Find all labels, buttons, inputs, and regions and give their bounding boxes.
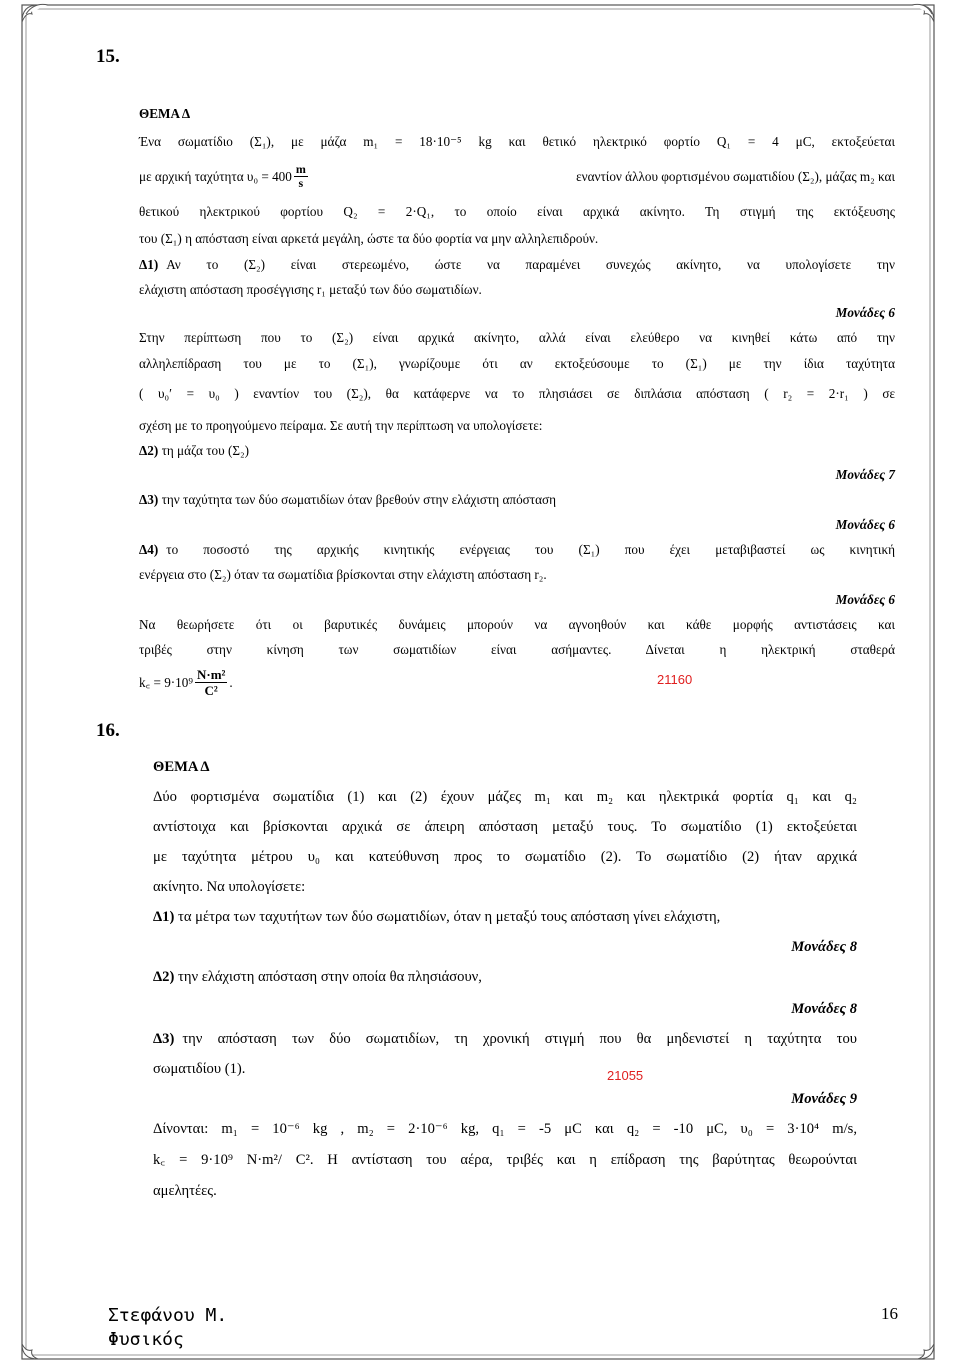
q15-heading: ΘΕΜΑ Δ [139, 106, 191, 121]
q15-d4 [139, 537, 895, 562]
q16-d3-text: την απόσταση των δύο σωματιδίων, τη χρονική στιγμή που θα μηδενιστεί η ταχύτητα του [182, 1031, 857, 1047]
coulomb-constant: k꜀ = 9·10⁹ [139, 675, 193, 690]
q15-p2-line-3: ( υ₀′ = υ₀ ) εναντίον του (Σ₂), θα κατάφερνε να το πλησιάσει σε διπλάσια απόσταση ( r₂ = 2·r₁ ) σε [139, 386, 895, 401]
q15-marks-2: Μονάδες 7 [835, 467, 895, 482]
q15-d1-text: Αν το (Σ₂) είναι στερεωμένο, ώστε να παραμένει συνεχώς ακίνητο, να υπολογίσετε την [166, 257, 895, 272]
q15-p2-line-1: Στην περίπτωση που το (Σ₂) είναι αρχικά ακίνητο, αλλά είναι ελεύθερο να κινηθεί κάτω από την [139, 330, 895, 345]
q15-d2-text: τη μάζα του (Σ₂) [161, 443, 250, 458]
q15-d1-label: Δ1) [139, 257, 159, 272]
q15-p3-line-2: τριβές στην κίνηση των σωματιδίων είναι ασήμαντες. Δίνεται η ηλεκτρική σταθερά [139, 642, 895, 657]
question-number-15: 15. [96, 46, 120, 67]
q15-line-2 [139, 163, 895, 190]
q16-marks-2: Μονάδες 8 [791, 1001, 857, 1017]
q15-marks-3: Μονάδες 6 [835, 517, 895, 532]
q15-line-2-start: με αρχική ταχύτητα υ₀ = 400 [139, 169, 292, 184]
coulomb-unit [195, 667, 227, 698]
q15-d2 [139, 438, 249, 463]
q15-d3 [139, 487, 556, 512]
q16-d3-label: Δ3) [153, 1031, 175, 1047]
q16-line-4: ακίνητο. Να υπολογίσετε: [153, 879, 306, 895]
q16-d2 [153, 962, 482, 992]
question-number-16: 16. [96, 720, 120, 741]
q15-p2-line-2: αλληλεπίδραση του με το (Σ₁), γνωρίζουμε ότι αν εκτοξεύσουμε το (Σ₁) με την ίδια ταχύτητα [139, 356, 895, 371]
q16-line-2: αντίστοιχα και βρίσκονται αρχικά σε άπειρη απόσταση μεταξύ τους. Το σωματίδιο (1) εκτοξεύεται [153, 819, 857, 835]
author-title: Φυσικός [108, 1329, 184, 1350]
q15-constant [139, 667, 233, 698]
q15-d4-text: το ποσοστό της αρχικής κινητικής ενέργειας του (Σ₁) που έχει μεταβιβαστεί ως κινητική [166, 542, 895, 557]
q15-line-2-end: εναντίον άλλου φορτισμένου σωματιδίου (Σ₂), μάζας m₂ και [576, 169, 895, 184]
q16-marks-1: Μονάδες 8 [791, 939, 857, 955]
q16-givens-line-3: αμελητέες. [153, 1183, 217, 1199]
q16-line-1: Δύο φορτισμένα σωματίδια (1) και (2) έχουν μάζες m₁ και m₂ και ηλεκτρικά φορτία q₁ και q₂ [153, 789, 857, 805]
q16-d1-text: τα μέτρα των ταχυτήτων των δύο σωματιδίων, όταν η μεταξύ τους απόσταση γίνει ελάχιστη, [177, 909, 721, 925]
q16-givens-line-2: k꜀ = 9·10⁹ N·m²/ C². Η αντίσταση του αέρα, τριβές και η επίδραση της βαρύτητας θεωρούνται [153, 1152, 857, 1168]
q15-d1 [139, 252, 895, 277]
unit-denominator: s [298, 176, 304, 190]
q15-d4-line-2: ενέργεια στο (Σ₂) όταν τα σωματίδια βρίσκονται στην ελάχιστη απόσταση r₂. [139, 567, 547, 582]
q16-marks-3: Μονάδες 9 [791, 1091, 857, 1107]
q15-d3-text: την ταχύτητα των δύο σωματιδίων όταν βρεθούν στην ελάχιστη απόσταση [161, 492, 556, 507]
q16-givens-line-1: Δίνονται: m₁ = 10⁻⁶ kg , m₂ = 2·10⁻⁶ kg, q₁ = -5 μC και q₂ = -10 μC, υ₀ = 3·10⁴ m/s, [153, 1121, 857, 1137]
q16-code: 21055 [607, 1068, 644, 1083]
q16-d3-line-2: σωματιδίου (1). [153, 1061, 246, 1077]
q15-code: 21160 [657, 672, 693, 687]
author-name: Στεφάνου Μ. [108, 1305, 228, 1326]
q15-d3-label: Δ3) [139, 492, 159, 507]
q15-d4-label: Δ4) [139, 542, 159, 557]
footer-author [108, 1304, 227, 1352]
q15-line-1: Ένα σωματίδιο (Σ₁), με μάζα m₁ = 18·10⁻⁵ kg και θετικό ηλεκτρικό φορτίο Q₁ = 4 μC, εκτοξεύεται [139, 134, 895, 149]
q15-line-4: του (Σ₁) η απόσταση είναι αρκετά μεγάλη, ώστε τα δύο φορτία να μην αλληλεπιδρούν. [139, 231, 599, 246]
q16-line-3: με ταχύτητα μέτρου υ₀ και κατεύθυνση προς το σωματίδιο (2). Το σωματίδιο (2) ήταν αρχικά [153, 849, 857, 865]
coulomb-unit-numerator: N·m² [196, 667, 226, 682]
q16-heading: ΘΕΜΑ Δ [153, 759, 210, 775]
q16-d2-text: την ελάχιστη απόσταση στην οποία θα πλησιάσουν, [177, 969, 482, 985]
coulomb-unit-denominator: C² [204, 683, 218, 698]
q15-marks-1: Μονάδες 6 [835, 305, 895, 320]
q16-d2-label: Δ2) [153, 969, 175, 985]
q15-p2-line-4: σχέση με το προηγούμενο πείραμα. Σε αυτή την περίπτωση να υπολογίσετε: [139, 418, 543, 433]
q15-d2-label: Δ2) [139, 443, 159, 458]
q15-p3-line-1: Να θεωρήσετε ότι οι βαρυτικές δυνάμεις μπορούν να αγνοηθούν και κάθε μορφής αντιστάσεις και [139, 617, 895, 632]
q15-line-3: θετικού ηλεκτρικού φορτίου Q₂ = 2·Q₁, το οποίο είναι αρχικά ακίνητο. Τη στιγμή της εκτόξευσης [139, 204, 895, 219]
q16-d1 [153, 902, 720, 932]
q16-d1-label: Δ1) [153, 909, 175, 925]
page-number: 16 [881, 1304, 898, 1323]
q16-d3 [153, 1024, 857, 1054]
q15-marks-4: Μονάδες 6 [835, 592, 895, 607]
unit-m-per-s [294, 163, 308, 190]
q15-d1-line-2: ελάχιστη απόσταση προσέγγισης r₁ μεταξύ των δύο σωματιδίων. [139, 282, 482, 297]
constant-end: . [229, 675, 233, 690]
unit-numerator: m [295, 162, 306, 176]
